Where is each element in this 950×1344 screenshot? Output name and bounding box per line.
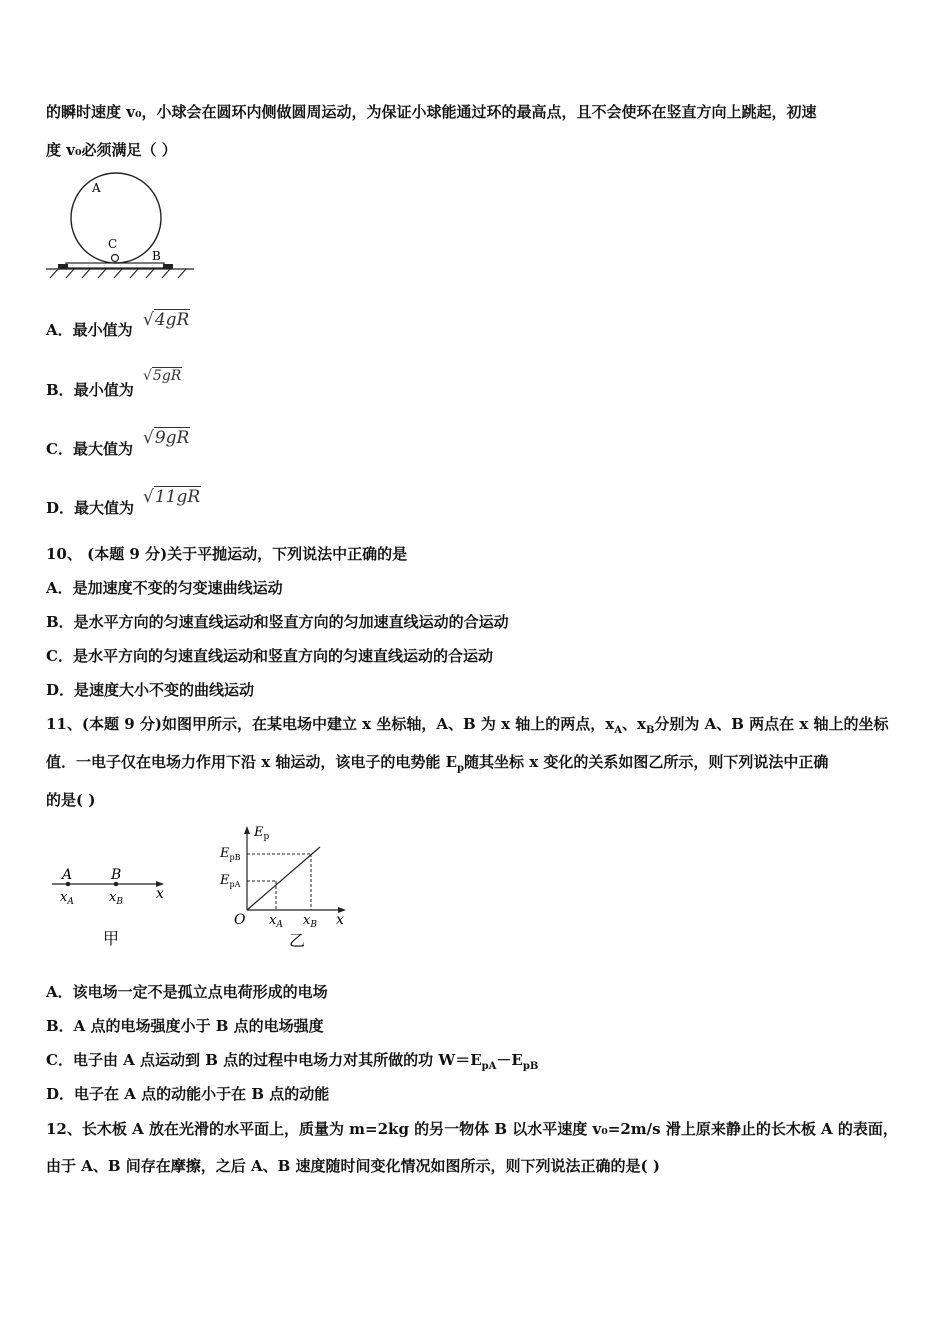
jia-label-b: B xyxy=(111,867,122,883)
yi-line xyxy=(247,847,320,910)
jia-label-xb: $x_B$ xyxy=(109,890,123,907)
q9-option-c[interactable] xyxy=(46,439,133,459)
q11-stem-line2 xyxy=(46,752,828,779)
yi-label-o: O xyxy=(234,912,246,928)
q11-option-c[interactable] xyxy=(46,1050,538,1077)
ring-label-c: C xyxy=(108,237,118,251)
yi-label-xb: $x_B$ xyxy=(303,913,317,930)
q9-option-d[interactable] xyxy=(46,498,134,518)
yi-caption: 乙 xyxy=(289,931,306,950)
q9-option-b-sqrt: √5gR xyxy=(143,368,182,384)
q9-option-b-prefix: B． xyxy=(46,381,74,399)
yi-label-xa: $x_A$ xyxy=(269,913,283,930)
q11-stem-line2-a: 值．一电子仅在电场力作用下沿 x 轴运动，该电子的电势能 E xyxy=(46,753,458,771)
q11-option-c-sub2: pB xyxy=(522,1061,539,1072)
q9-option-b[interactable] xyxy=(46,380,134,400)
q11-sub-b: B xyxy=(645,725,655,736)
jia-label-x: x xyxy=(156,886,164,902)
q11-option-b[interactable]: B．A 点的电场强度小于 B 点的电场强度 xyxy=(46,1017,324,1035)
q10-option-b[interactable]: B．是水平方向的匀速直线运动和竖直方向的匀加速直线运动的合运动 xyxy=(46,613,509,631)
q11-stem-line1-b: 、x xyxy=(621,715,646,733)
q10-option-c[interactable]: C．是水平方向的匀速直线运动和竖直方向的匀速直线运动的合运动 xyxy=(46,647,493,665)
q11-option-c-mid: －E xyxy=(496,1051,523,1069)
q9-option-d-sqrt: √11gR xyxy=(143,487,201,507)
q11-option-c-text: C．电子由 A 点运动到 B 点的过程中电场力对其所做的功 W＝E xyxy=(46,1051,482,1069)
q11-stem-line1-d: 分别为 A、B 两点在 x 轴上的坐标 xyxy=(654,715,889,733)
q9-option-a-prefix: A． xyxy=(46,321,73,339)
q11-sub-a: A xyxy=(614,725,622,736)
jia-label-a: A xyxy=(62,867,73,883)
q11-option-c-sub1: pA xyxy=(481,1061,497,1072)
yi-label-epa: $E_{pA}$ xyxy=(220,873,241,889)
q9-option-c-radicand: 9gR xyxy=(154,428,190,448)
q9-stem-line1: 的瞬时速度 v₀，小球会在圆环内侧做圆周运动，为保证小球能通过环的最高点，且不会使环在竖直方向上跳起，初速 xyxy=(46,103,817,121)
base-right-block xyxy=(163,264,173,269)
yi-label-epb: $E_{pB}$ xyxy=(220,846,241,862)
q12-stem-line2: 由于 A、B 间存在摩擦，之后 A、B 速度随时间变化情况如图所示，则下列说法正确的是( ) xyxy=(46,1157,660,1175)
jia-caption: 甲 xyxy=(103,929,120,948)
q11-option-a[interactable]: A．该电场一定不是孤立点电荷形成的电场 xyxy=(46,983,328,1001)
q10-option-a[interactable]: A．是加速度不变的匀变速曲线运动 xyxy=(46,579,283,597)
q12-stem-line1: 12、长木板 A 放在光滑的水平面上，质量为 m=2kg 的另一物体 B 以水平速度 v₀=2m/s 滑上原来静止的长木板 A 的表面， xyxy=(46,1120,898,1138)
q11-option-d[interactable]: D．电子在 A 点的动能小于在 B 点的动能 xyxy=(46,1085,330,1103)
q11-stem-line2-end: 随其坐标 x 变化的关系如图乙所示，则下列说法中正确 xyxy=(464,753,829,771)
q11-stem-line1 xyxy=(46,714,889,741)
q10-stem: 10、 (本题 9 分)关于平抛运动，下列说法中正确的是 xyxy=(46,545,408,563)
q9-option-c-sqrt: √9gR xyxy=(143,428,190,448)
figure-yi xyxy=(216,820,356,952)
q9-option-a-text: 最小值为 xyxy=(72,321,133,339)
yi-label-ep: $E_p$ xyxy=(254,825,270,842)
q10-option-d[interactable]: D．是速度大小不变的曲线运动 xyxy=(46,681,255,699)
q11-stem-line1-a: 11、(本题 9 分)如图甲所示，在某电场中建立 x 坐标轴，A、B 为 x 轴上的两点，x xyxy=(46,715,615,733)
q9-option-c-prefix: C． xyxy=(46,440,73,458)
ring-figure xyxy=(44,170,199,282)
ball xyxy=(112,255,119,262)
q9-stem-line2: 度 v₀必须满足（ ） xyxy=(46,141,177,159)
ring-label-b: B xyxy=(152,249,161,263)
q11-stem-line3: 的是( ) xyxy=(46,791,96,809)
q9-option-d-prefix: D． xyxy=(46,499,75,517)
ring-label-a: A xyxy=(92,181,101,195)
figure-jia xyxy=(46,860,176,955)
q9-option-d-radicand: 11gR xyxy=(154,487,201,507)
q9-option-b-text: 最小值为 xyxy=(73,381,134,399)
q11-sub-p: p xyxy=(457,763,465,774)
base-plate xyxy=(66,263,164,268)
q9-option-a-sqrt: √4gR xyxy=(143,310,190,330)
q9-option-c-text: 最大值为 xyxy=(72,440,133,458)
yi-y-arrow xyxy=(244,826,250,834)
q9-option-d-text: 最大值为 xyxy=(74,499,135,517)
q9-option-a[interactable] xyxy=(46,320,133,340)
q9-option-a-radicand: 4gR xyxy=(154,310,190,330)
yi-label-x: x xyxy=(336,912,344,928)
q9-option-b-radicand: 5gR xyxy=(152,368,182,384)
ground-hatch xyxy=(50,269,186,278)
jia-label-xa: $x_A$ xyxy=(60,890,74,907)
base-left-block xyxy=(58,264,68,269)
